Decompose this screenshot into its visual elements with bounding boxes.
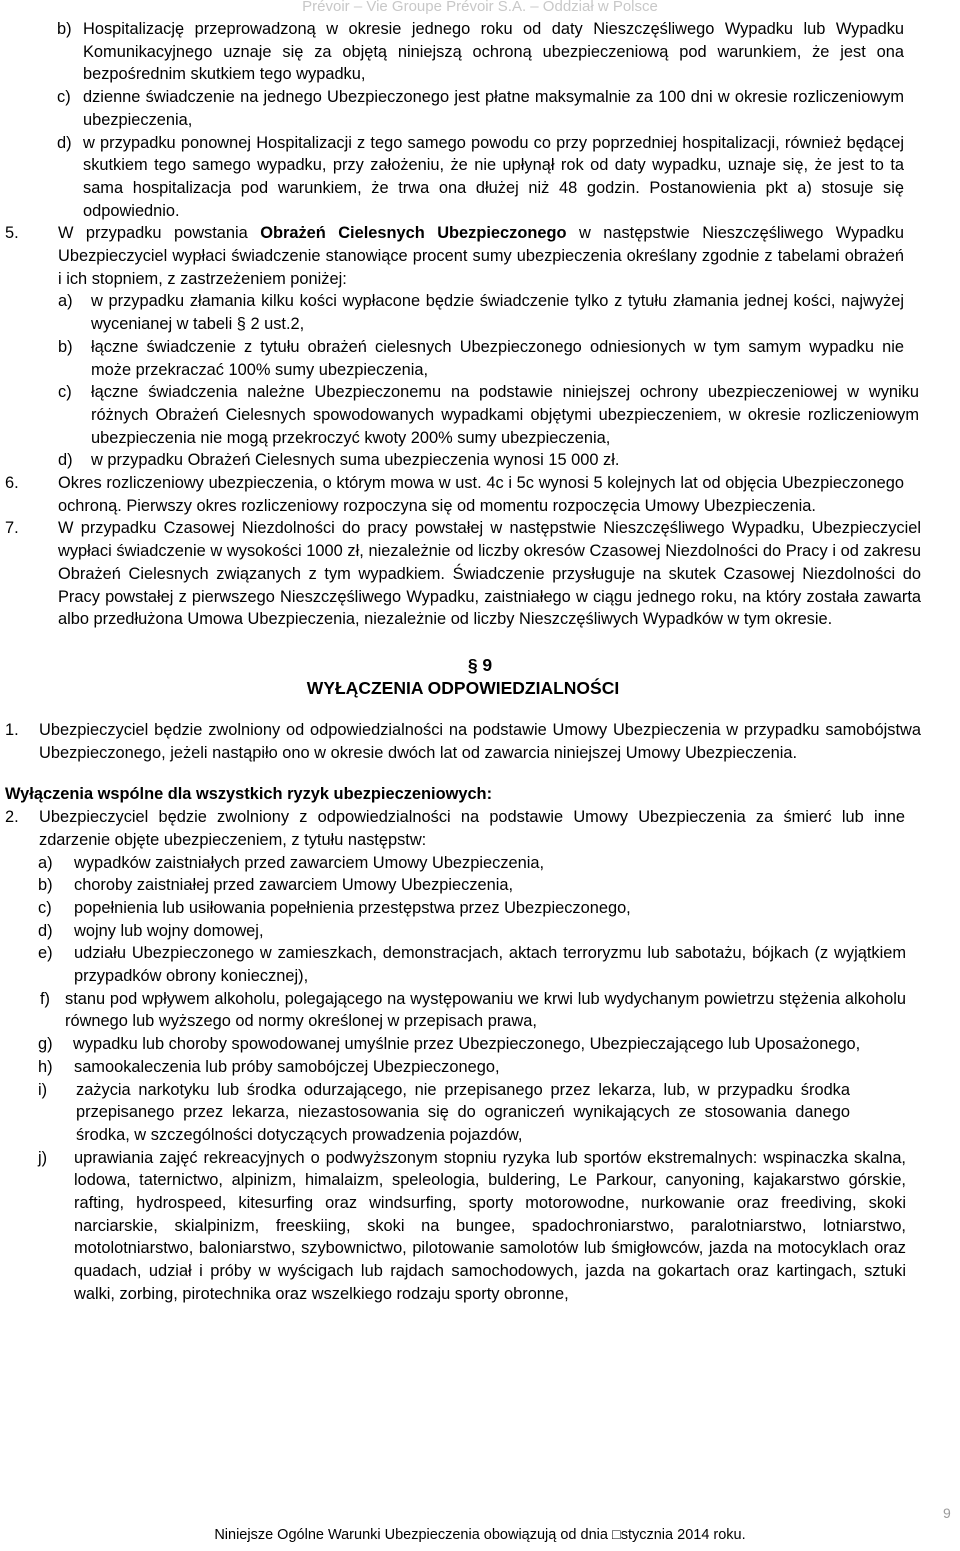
- list-item: i) zażycia narkotyku lub środka odurzającego, nie przepisanego przez lekarza, lub, w przypadku środka przepisanego przez lekarza, niezastosowania się do ograniczeń wynikających ze stosowania danego środka, w szczególności dotyczących prowadzenia pojazdów,: [38, 1080, 850, 1144]
- exclusion-2: 2. Ubezpieczyciel będzie zwolniony z odpowiedzialności na podstawie Umowy Ubezpieczenia za śmierć lub inne zdarzenie objęte ubezpieczeniem, z tytułu następstw:: [5, 808, 905, 849]
- list-item: d) w przypadku Obrażeń Cielesnych suma ubezpieczenia wynosi 15 000 zł.: [58, 451, 620, 470]
- list-item: c) popełnienia lub usiłowania popełnienia przestępstwa przez Ubezpieczonego,: [38, 898, 631, 917]
- list-item: c) łączne świadczenia należne Ubezpieczonemu na podstawie niniejszej ochrony ubezpieczeniowej w wyniku różnych Obrażeń Cielesnych spowodowanych wypadkami objętymi ubezpieczeniem, w okresie rozliczeniowym ubezpieczenia nie mogą przekroczyć kwoty 200% sumy ubezpieczenia,: [58, 383, 919, 447]
- section-title: WYŁĄCZENIA ODPOWIEDZIALNOŚCI: [306, 677, 620, 698]
- list-item: b) Hospitalizację przeprowadzoną w okresie jednego roku od daty Nieszczęśliwego Wypadku lub Wypadku Komunikacyjnego uznaje się za objętą niniejszą ochroną ubezpieczeniową pod warunkiem, że jest ona bezpośrednim skutkiem tego wypadku,: [57, 20, 904, 84]
- list-item: h) samookaleczenia lub próby samobójczej Ubezpieczonego,: [38, 1057, 500, 1076]
- list-item: b) choroby zaistniałej przed zawarciem Umowy Ubezpieczenia,: [38, 876, 514, 895]
- common-exclusions-heading: Wyłączenia wspólne dla wszystkich ryzyk ubezpieczeniowych:: [5, 785, 493, 804]
- list-item: a) w przypadku złamania kilku kości wypłacone będzie świadczenie tylko z tytułu złamania jednej kości, najwyżej wycenianej w tabeli § 2 ust.2,: [58, 292, 904, 334]
- exclusion-1: 1. Ubezpieczyciel będzie zwolniony od odpowiedzialności na podstawie Umowy Ubezpieczenia w przypadku samobójstwa Ubezpieczonego, jeżeli nastąpiło ono w okresie dwóch lat od zawarcia niniejszej Umowy Ubezpieczenia.: [5, 720, 921, 762]
- list-item: d) wojny lub wojny domowej,: [38, 921, 264, 940]
- footer-text: Niniejsze Ogólne Warunki Ubezpieczenia obowiązują od dnia □stycznia 2014 roku.: [214, 1527, 746, 1543]
- page-number: 9: [943, 1505, 951, 1521]
- document-page: [0, 18, 960, 1306]
- list-item: f) stanu pod wpływem alkoholu, polegającego na występowaniu we krwi lub wydychanym powietrzu stężenia alkoholu równego lub wyższego od normy określonej w przepisach prawa,: [40, 989, 906, 1031]
- paragraph-5: 5. W przypadku powstania Obrażeń Cielesnych Ubezpieczonego w następstwie Nieszczęśliwego Wypadku Ubezpieczyciel wypłaci świadczenie stanowiące procent sumy ubezpieczenia określany zgodnie z tabelami obrażeń i ich stopniem, z zastrzeżeniem poniżej:: [5, 224, 904, 288]
- list-item: j) uprawiania zajęć rekreacyjnych o podwyższonym stopniu ryzyka lub sportów ekstremalnych: wspinaczka skalna, lodowa, taternictwo, alpinizm, himalaizm, speleologia, buldering, Le Parkour, canyoning, kajakarstwo górskie, rafting, hydrospeed, kitesurfing oraz windsurfing, sporty motorowodne, nurkowanie oraz freediving, skoki narciarskie, skialpinizm, freeskiing, skoki na bungee, spadochroniarstwo, paralotniarstwo, lotniarstwo, motolotniarstwo, baloniarstwo, szybownictwo, pilotowanie samolotów lub śmigłowców, jazda na motocyklach oraz quadach, udział i próby w wyścigach lub rajdach samochodowych, jazda na gokartach oraz kartingach, sztuki walki, zorbing, pirotechnika oraz wszelkiego rodzaju sporty obronne,: [38, 1148, 906, 1303]
- list-item: g) wypadku lub choroby spowodowanej umyślnie przez Ubezpieczonego, Ubezpieczającego lub Uposażonego,: [38, 1035, 861, 1054]
- list-item: b) łączne świadczenie z tytułu obrażeń cielesnych Ubezpieczonego odniesionych w tym samym wypadku nie może przekraczać 100% sumy ubezpieczenia,: [58, 337, 904, 379]
- list-item: a) wypadków zaistniałych przed zawarciem Umowy Ubezpieczenia,: [38, 853, 545, 872]
- list-item: d) w przypadku ponownej Hospitalizacji z tego samego powodu co przy poprzedniej hospitalizacji, również będącej skutkiem tego samego wypadku, przy założeniu, że nie upłynął rok od daty wypadku, uznaje się, że jest to ta sama hospitalizacja pod warunkiem, że trwa ona dłużej niż 48 godzin. Postanowienia pkt a) stosuje się odpowiednio.: [57, 133, 904, 220]
- list-item: e) udziału Ubezpieczonego w zamieszkach, demonstracjach, aktach terroryzmu lub sabotażu, bójkach (z wyjątkiem przypadków obrony koniecznej),: [38, 944, 906, 986]
- paragraph-7: 7. W przypadku Czasowej Niezdolności do pracy powstałej w następstwie Nieszczęśliwego Wypadku, Ubezpieczyciel wypłaci świadczenie w wysokości 1000 zł, niezależnie od liczby okresów Czasowej Niezdolności do Pracy i od zakresu Obrażeń Cielesnych związanych z tym wypadkiem. Świadczenie przysługuje na skutek Czasowej Niezdolności do Pracy powstałej z pierwszego Nieszczęśliwego Wypadku, zaistniałego w ciągu jednego roku, na który została zawarta albo przedłużona Umowa Ubezpieczenia, niezależnie od liczby Nieszczęśliwych Wypadków w tym okresie.: [5, 519, 921, 629]
- list-item: c) dzienne świadczenie na jednego Ubezpieczonego jest płatne maksymalnie za 100 dni w okresie rozliczeniowym ubezpieczenia,: [57, 88, 904, 129]
- header-watermark: Prévoir – Vie Groupe Prévoir S.A. – Oddział w Polsce: [302, 0, 658, 15]
- paragraph-6: 6. Okres rozliczeniowy ubezpieczenia, o którym mowa w ust. 4c i 5c wynosi 5 kolejnych lat od objęcia Ubezpieczonego ochroną. Pierwszy okres rozliczeniowy rozpoczyna się od momentu rozpoczęcia Umowy Ubezpieczenia.: [5, 474, 904, 515]
- section-number: § 9: [467, 654, 493, 675]
